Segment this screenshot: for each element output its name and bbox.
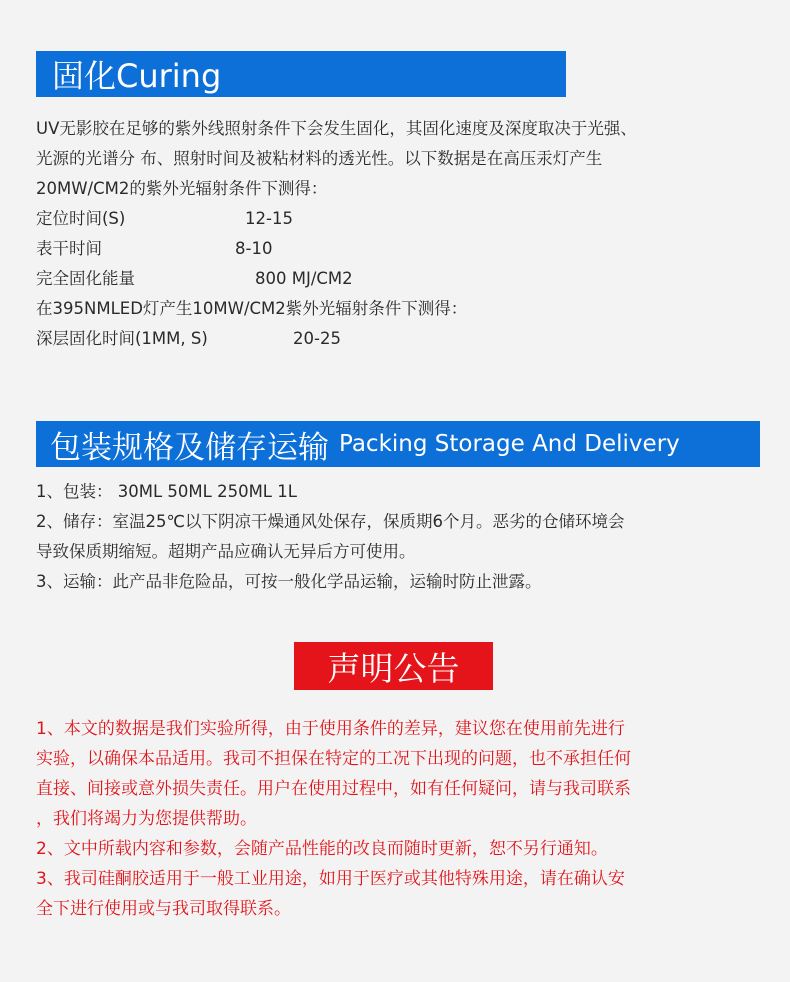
- curing-title-bar: [36, 51, 566, 97]
- spec-label: 定位时间(S): [36, 209, 126, 228]
- packing-title-cn: 包装规格及储存运输: [50, 429, 329, 466]
- led-condition-line: 在395NMLED灯产生10MW/CM2紫外光辐射条件下测得：: [36, 299, 468, 318]
- spec-value: 800 MJ/CM2: [255, 269, 353, 288]
- notice-title: 声明公告: [327, 648, 460, 688]
- spec-label: 完全固化能量: [36, 269, 135, 288]
- spec-row-deep-cure-time: [36, 324, 637, 354]
- curing-description: [36, 114, 637, 354]
- notice-line: 2、文中所载内容和参数，会随产品性能的改良而随时更新，恕不另行通知。: [36, 839, 608, 859]
- notice-line: 3、我司硅酮胶适用于一般工业用途，如用于医疗或其他特殊用途，请在确认安: [36, 869, 625, 889]
- packing-title-bar: [36, 421, 760, 467]
- packing-line: 1、包装： 30ML 50ML 250ML 1L: [36, 482, 297, 501]
- packing-description: [36, 477, 625, 597]
- storage-line: 导致保质期缩短。超期产品应确认无异后方可使用。: [36, 542, 416, 561]
- spec-value: 8-10: [235, 239, 273, 258]
- spec-label: 深层固化时间(1MM, S): [36, 329, 208, 348]
- notice-line: 实验，以确保本品适用。我司不担保在特定的工况下出现的问题，也不承担任何: [36, 749, 631, 769]
- spec-value: 12-15: [245, 209, 293, 228]
- notice-line: ，我们将竭力为您提供帮助。: [36, 809, 257, 829]
- notice-title-bar: [294, 642, 493, 690]
- notice-line: 1、本文的数据是我们实验所得，由于使用条件的差异，建议您在使用前先进行: [36, 719, 625, 739]
- spec-row-surface-dry-time: [36, 234, 637, 264]
- curing-intro-line: 20MW/CM2的紫外光辐射条件下测得：: [36, 179, 328, 198]
- spec-row-full-cure-energy: [36, 264, 637, 294]
- notice-description: [36, 714, 631, 924]
- packing-title-en: Packing Storage And Delivery: [339, 431, 680, 457]
- notice-line: 全下进行使用或与我司取得联系。: [36, 899, 291, 919]
- spec-row-positioning-time: [36, 204, 637, 234]
- spec-label: 表干时间: [36, 239, 102, 258]
- spec-value: 20-25: [293, 329, 341, 348]
- notice-line: 直接、间接或意外损失责任。用户在使用过程中，如有任何疑问，请与我司联系: [36, 779, 631, 799]
- curing-intro-line: UV无影胶在足够的紫外线照射条件下会发生固化，其固化速度及深度取决于光强、: [36, 119, 637, 138]
- storage-line: 2、储存：室温25℃以下阴凉干燥通风处保存，保质期6个月。恶劣的仓储环境会: [36, 512, 625, 531]
- curing-intro-line: 光源的光谱分 布、照射时间及被粘材料的透光性。以下数据是在高压汞灯产生: [36, 149, 603, 168]
- delivery-line: 3、运输：此产品非危险品，可按一般化学品运输，运输时防止泄露。: [36, 572, 542, 591]
- curing-title: 固化Curing: [52, 57, 222, 95]
